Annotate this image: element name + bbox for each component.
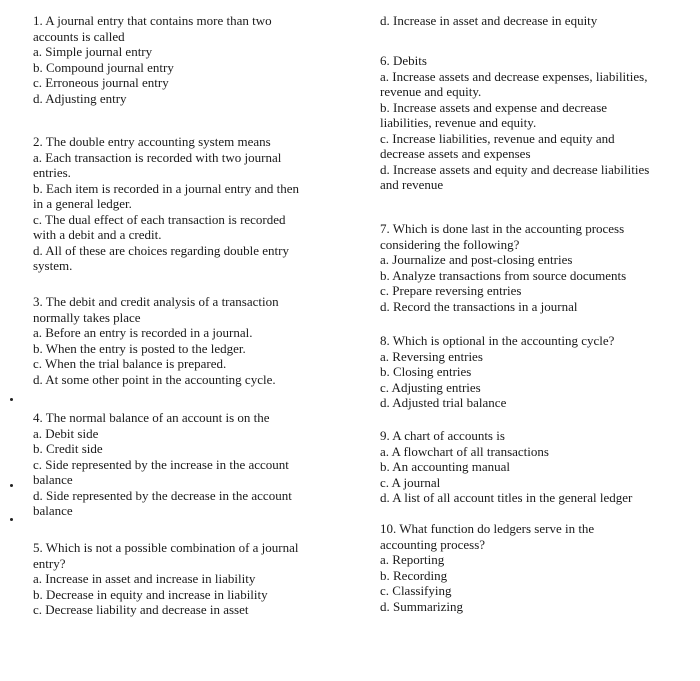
q1-stem-line-2: accounts is called: [33, 28, 125, 44]
q4-option-c-line-1: c. Side represented by the increase in the account: [33, 456, 289, 472]
question-9: [380, 428, 695, 506]
q6-option-d-line-1: d. Increase assets and equity and decrease liabilities: [380, 161, 650, 177]
q2-option-b-line-2: in a general ledger.: [33, 196, 132, 211]
q3-option-b: b. When the entry is posted to the ledger.: [33, 340, 246, 356]
question-4: [33, 410, 338, 519]
q9-option-c: c. A journal: [380, 474, 441, 490]
q10-stem-line-2: accounting process?: [380, 536, 486, 552]
q7-option-c: c. Prepare reversing entries: [380, 283, 522, 298]
q10-option-b: b. Recording: [380, 567, 448, 583]
q1-stem-line-1: 1. A journal entry that contains more than two: [33, 13, 272, 28]
q7-option-a: a. Journalize and post-closing entries: [380, 252, 573, 267]
q2-option-a-line-2: entries.: [33, 165, 71, 180]
q7-option-b: b. Analyze transactions from source documents: [380, 267, 627, 283]
scan-speck-1: [10, 398, 13, 401]
q2-option-c-line-1: c. The dual effect of each transaction is recorded: [33, 211, 286, 227]
q6-option-a-line-2: revenue and equity.: [380, 84, 482, 99]
q6-option-b-line-1: b. Increase assets and expense and decrease: [380, 99, 608, 115]
q2-option-c-line-2: with a debit and a credit.: [33, 227, 162, 242]
q2-stem: 2. The double entry accounting system means: [33, 134, 271, 149]
q3-option-c: c. When the trial balance is prepared.: [33, 356, 227, 371]
question-3: [33, 294, 338, 387]
q6-option-d-line-2: and revenue: [380, 177, 444, 192]
q4-option-b: b. Credit side: [33, 441, 103, 456]
question-5-continued: [380, 13, 695, 29]
q8-option-b: b. Closing entries: [380, 364, 472, 379]
q4-option-c-line-2: balance: [33, 472, 73, 487]
q9-option-a: a. A flowchart of all transactions: [380, 443, 549, 459]
q2-option-b-line-1: b. Each item is recorded in a journal entry and then: [33, 180, 300, 196]
q10-option-a: a. Reporting: [380, 552, 445, 567]
q8-option-a: a. Reversing entries: [380, 348, 483, 364]
q5-stem-line-2: entry?: [33, 555, 66, 571]
q8-option-c: c. Adjusting entries: [380, 379, 481, 395]
q2-option-d-line-2: system.: [33, 258, 73, 273]
scan-speck-3: [10, 518, 13, 521]
question-5: [33, 540, 338, 618]
question-2: [33, 134, 338, 274]
q6-option-b-line-2: liabilities, revenue and equity.: [380, 115, 537, 130]
q9-option-d: d. A list of all account titles in the general ledger: [380, 490, 633, 505]
question-8: [380, 333, 695, 411]
q6-option-c-line-2: decrease assets and expenses: [380, 146, 531, 161]
q1-option-c: c. Erroneous journal entry: [33, 75, 169, 90]
q2-option-d-line-1: d. All of these are choices regarding double entry: [33, 242, 289, 258]
q8-stem: 8. Which is optional in the accounting cycle?: [380, 333, 615, 348]
q1-option-a: a. Simple journal entry: [33, 44, 153, 59]
q10-option-d: d. Summarizing: [380, 598, 464, 614]
q10-stem-line-1: 10. What function do ledgers serve in the: [380, 521, 595, 536]
q4-option-a: a. Debit side: [33, 425, 99, 441]
q7-stem-line-1: 7. Which is done last in the accounting process: [380, 221, 625, 236]
q6-option-a-line-1: a. Increase assets and decrease expenses, liabilities,: [380, 68, 648, 84]
q2-option-a-line-1: a. Each transaction is recorded with two journal: [33, 149, 282, 165]
question-7: [380, 221, 695, 314]
q3-stem-line-1: 3. The debit and credit analysis of a transaction: [33, 294, 279, 309]
q9-option-b: b. An accounting manual: [380, 459, 510, 474]
q5-stem-line-1: 5. Which is not a possible combination of a journal: [33, 540, 299, 555]
q1-option-d: d. Adjusting entry: [33, 90, 127, 106]
q6-stem: 6. Debits: [380, 53, 427, 68]
q5-option-b: b. Decrease in equity and increase in liability: [33, 586, 268, 602]
q4-stem: 4. The normal balance of an account is on the: [33, 410, 270, 425]
scan-speck-2: [10, 484, 13, 487]
q1-option-b: b. Compound journal entry: [33, 59, 174, 75]
q4-option-d-line-1: d. Side represented by the decrease in the account: [33, 487, 292, 503]
q10-option-c: c. Classifying: [380, 583, 452, 598]
q7-stem-line-2: considering the following?: [380, 236, 520, 252]
question-1: [33, 13, 338, 106]
question-6: [380, 53, 695, 193]
q7-option-d: d. Record the transactions in a journal: [380, 298, 578, 314]
q5-option-a: a. Increase in asset and increase in liability: [33, 571, 256, 586]
q5-option-d: d. Increase in asset and decrease in equity: [380, 13, 598, 28]
q3-option-d: d. At some other point in the accounting cycle.: [33, 371, 276, 387]
question-10: [380, 521, 695, 614]
q3-stem-line-2: normally takes place: [33, 309, 141, 325]
q8-option-d: d. Adjusted trial balance: [380, 395, 507, 410]
q4-option-d-line-2: balance: [33, 503, 73, 518]
q6-option-c-line-1: c. Increase liabilities, revenue and equity and: [380, 130, 615, 146]
q9-stem: 9. A chart of accounts is: [380, 428, 505, 443]
q3-option-a: a. Before an entry is recorded in a journal.: [33, 325, 253, 340]
q5-option-c: c. Decrease liability and decrease in asset: [33, 602, 249, 617]
